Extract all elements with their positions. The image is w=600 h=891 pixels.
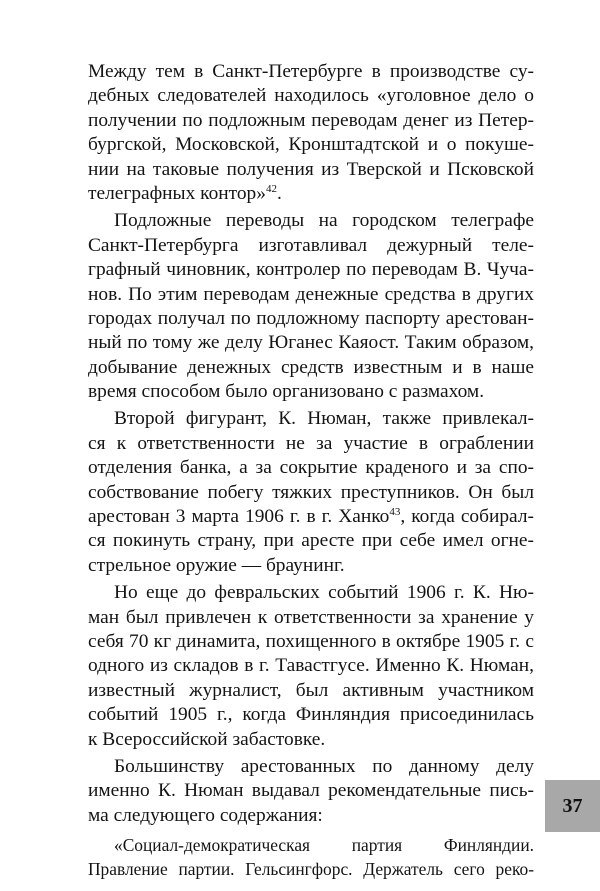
text-line: дебных следователей находилось «уголовное дело о: [88, 85, 534, 107]
text-line: графный чиновник, контролер по переводам В. Чуча-: [88, 259, 534, 281]
text-line: ный по тому же делу Юганес Каяост. Таким образом,: [88, 332, 534, 354]
paragraph-5: [88, 755, 534, 828]
text-line: Между тем в Санкт-Петербурге в производстве су-: [88, 61, 534, 82]
quote-block: [88, 833, 534, 881]
text-line: время способом было организовано с размахом.: [88, 381, 485, 403]
text-line: известный журналист, был активным участником: [88, 679, 534, 701]
text-line: стрельное оружие — браунинг.: [88, 554, 345, 576]
text-line: Но еще до февральских событий 1906 г. К. Ню-: [114, 582, 534, 604]
text-line: нов. По этим переводам денежные средства в других: [88, 283, 534, 305]
text-line: нии на таковые получения из Тверской и Псковской: [88, 158, 534, 180]
text-line: бургской, Московской, Кронштадтской и о покуше-: [88, 134, 534, 156]
text-line: ма следующего содержания:: [88, 804, 323, 826]
text-line: ся к ответственности не за участие в ограблении: [88, 432, 534, 454]
text-line: добывание денежных средств известным и в наше: [88, 356, 534, 378]
text-line: собствование побегу тяжких преступников. Он был: [88, 481, 534, 503]
text-line: [88, 182, 534, 206]
text-line: именно К. Нюман выдавал рекомендательные пись-: [88, 780, 534, 802]
text-line: к Всероссийской забастовке.: [88, 728, 326, 750]
text-line: Второй фигурант, К. Нюман, также привлекал-: [114, 408, 534, 430]
text-line: себя 70 кг динамита, похищенного в октябре 1905 г. с: [88, 630, 534, 652]
quote-line: Правление партии. Гельсингфорс. Держатель сего реко-: [88, 859, 534, 880]
text-line: одного из складов в г. Тавастгусе. Именно К. Нюман,: [88, 655, 534, 677]
page-number-tab: [545, 780, 600, 832]
text-line: ман был привлечен к ответственности за хранение у: [88, 606, 534, 628]
text-line: Санкт-Петербурга изготавливал дежурный теле-: [88, 234, 534, 256]
paragraph-3: [88, 407, 534, 578]
text-line: Подложные переводы на городском телеграфе: [114, 210, 534, 232]
text-fragment: арестован 3 марта 1906 г. в г. Ханко: [88, 506, 390, 528]
page-body: [88, 60, 534, 881]
paragraph-1: [88, 60, 534, 206]
text-fragment: телеграфных контор»: [88, 182, 266, 204]
text-line: [88, 505, 534, 529]
text-line: городах получал по подложному паспорту арестован-: [88, 307, 534, 329]
footnote-ref: 42: [265, 182, 277, 195]
text-line: получении по подложным переводам денег из Петер-: [88, 109, 534, 131]
paragraph-2: [88, 209, 534, 404]
text-line: событий 1905 г., когда Финляндия присоединилась: [88, 704, 534, 726]
text-fragment: .: [276, 182, 282, 204]
text-line: Большинству арестованных по данному делу: [114, 755, 534, 777]
text-line: ся покинуть страну, при аресте при себе имел огне-: [88, 530, 534, 552]
page-number: 37: [562, 794, 583, 817]
text-fragment: , когда собирал-: [400, 506, 534, 528]
text-line: отделения банка, а за сокрытие краденого и за спо-: [88, 457, 534, 479]
footnote-ref: 43: [389, 506, 401, 519]
quote-line: «Социал-демократическая партия Финляндии.: [114, 835, 534, 856]
paragraph-4: [88, 581, 534, 752]
